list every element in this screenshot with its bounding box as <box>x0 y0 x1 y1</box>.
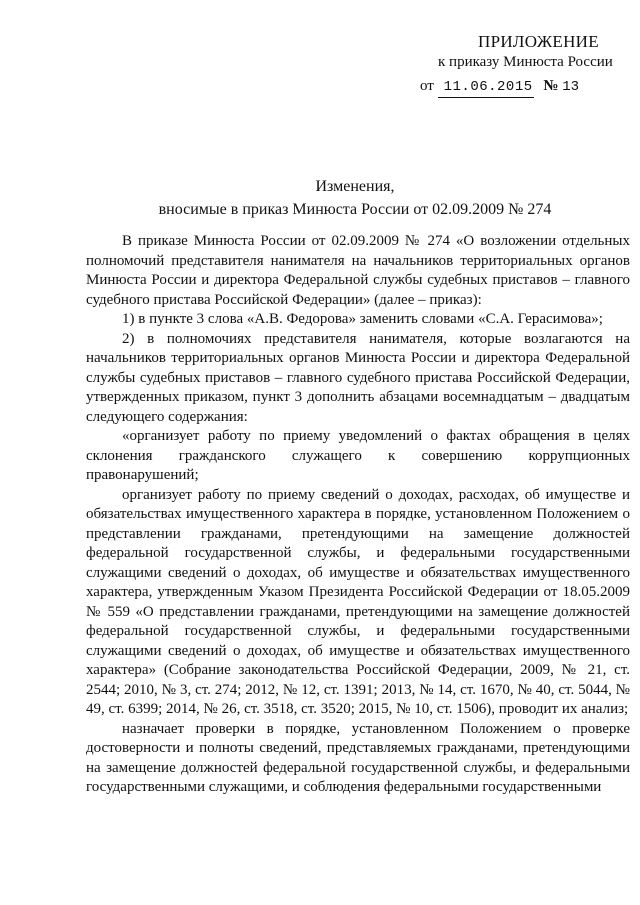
date-number-line <box>420 76 640 98</box>
paragraph-intro: В приказе Минюста России от 02.09.2009 № 274 «О возложении отдельных полномочий представителя нанимателя на начальников территориальных органов Минюста России и директора Федеральной службы судебных приставов – главного судебного пристава Российской Федерации» (далее – приказ): <box>86 233 630 308</box>
paragraph-item-1: 1) в пункте 3 слова «А.В. Федорова» заменить словами «С.А. Герасимова»; <box>122 311 603 327</box>
title-line-1: Изменения, <box>315 178 395 195</box>
title-line-2: вносимые в приказ Минюста России от 02.09.2009 № 274 <box>158 201 552 218</box>
date-prefix: от <box>420 78 434 94</box>
number-label: № <box>543 78 559 94</box>
paragraph-quote-3: назначает проверки в порядке, установленном Положением о проверке достоверности и полноты сведений, представляемых гражданами, претендующими на замещение должностей федеральной государственной службы, и федеральными государственными служащими, и соблюдения федеральными государственными <box>86 720 630 795</box>
appendix-header <box>420 32 640 98</box>
order-reference: к приказу Минюста России <box>438 54 613 70</box>
paragraph-quote-2: организует работу по приему сведений о доходах, расходах, об имуществе и обязательствах имущественного характера в порядке, установленном Положением о представлении гражданами, претендующими на замещение должностей федеральной государственной службы, и федеральными государственными служащими сведений о доходах, об имуществе и обязательствах имущественного характера, утвержденным Указом Президента Российской Федерации от 18.05.2009 № 559 «О представлении гражданами, претендующими на замещение должностей федеральной государственной службы, и федеральными государственными служащими сведений о доходах, об имуществе и обязательствах имущественного характера» (Собрание законодательства Российской Федерации, 2009, № 21, ст. 2544; 2010, № 3, ст. 274; 2012, № 12, ст. 1391; 2013, № 14, ст. 1670, № 40, ст. 5044, № 49, ст. 6399; 2014, № 26, ст. 3518, ст. 3520; 2015, № 10, ст. 1506), проводит их анализ; <box>86 486 630 717</box>
document-body <box>86 232 630 798</box>
order-date: 11.06.2015 <box>438 77 534 98</box>
order-number: 13 <box>562 79 579 95</box>
paragraph-quote-1: «организует работу по приему уведомлений о фактах обращения в целях склонения гражданского служащего к совершению коррупционных правонарушений; <box>86 428 630 483</box>
appendix-title: ПРИЛОЖЕНИЕ <box>478 32 599 51</box>
paragraph-item-2: 2) в полномочиях представителя нанимателя, которые возлагаются на начальников территориальных органов Минюста России и директора Федеральной службы судебных приставов – главного судебного пристава Российской Федерации, утвержденных приказом, пункт 3 дополнить абзацами восемнадцатым – двадцатым следующего содержания: <box>86 330 630 425</box>
document-title <box>140 175 570 221</box>
